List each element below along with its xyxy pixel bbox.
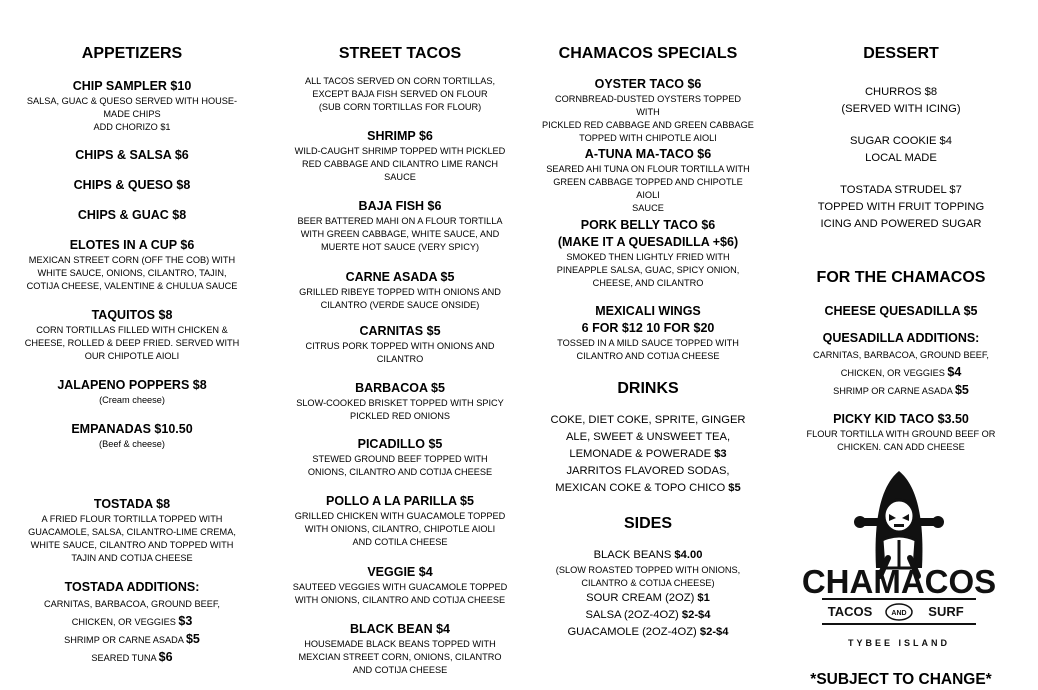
tostada-item [12,496,252,565]
item-desc: SLOW-COOKED BRISKET TOPPED WITH SPICY [296,398,504,408]
dessert-line: (SERVED WITH ICING) [841,103,961,115]
item-desc: CORNBREAD-DUSTED OYSTERS TOPPED WITH [555,94,741,117]
item-name: OYSTER TACO $6 [594,77,702,91]
item-desc: SAUCE [384,172,416,182]
item-desc: STEWED GROUND BEEF TOPPED WITH [312,454,488,464]
dessert-line: TOPPED WITH FRUIT TOPPING [817,201,985,213]
oyster-taco-item [542,76,754,145]
side-line [542,590,754,607]
item-desc: WILD-CAUGHT SHRIMP TOPPED WITH PICKLED [294,146,506,156]
drinks-line: COKE, DIET COKE, SPRITE, GINGER [550,414,746,426]
item-name: TOSTADA $8 [93,497,171,511]
dessert-line: CHURROS $8 [864,86,938,98]
item-desc: CILANTRO [376,354,424,364]
intro-line: ALL TACOS SERVED ON CORN TORTILLAS, [304,76,496,86]
subject-to-change-note: *SUBJECT TO CHANGE* [810,671,992,688]
elotes-item [12,237,252,293]
side-line [542,624,754,641]
dessert-heading: DESSERT [863,45,939,62]
item-desc: WITH ONIONS, CILANTRO, CHIPOTLE AIOLI [304,524,496,534]
side-text: BLACK BEANS [593,549,672,561]
intro-line: (SUB CORN TORTILLAS FOR FLOUR) [318,102,482,112]
chip-sampler-item [12,78,252,134]
sides-list [542,547,754,641]
item-desc: (Cream cheese) [99,395,165,405]
barbacoa-item [282,380,518,423]
drinks-line [542,480,754,497]
additions-heading: QUESADILLA ADDITIONS: [822,331,980,345]
drinks-line [542,446,754,463]
additions-line [806,382,996,400]
item-name: JALAPENO POPPERS $8 [57,378,207,392]
drinks-heading: DRINKS [617,380,679,397]
item-desc: WHITE SAUCE, ONIONS, CILANTRO, TAJIN, [37,268,227,278]
item-desc: CHEESE, AND CILANTRO [592,278,704,288]
item-desc: CHICKEN. CAN ADD CHEESE [837,442,965,452]
item-desc: PICKLED RED CABBAGE AND GREEN CABBAGE [542,120,754,130]
tostada-strudel-item [806,182,996,233]
picadillo-item [282,436,518,479]
item-desc: SALSA, GUAC & QUESO SERVED WITH HOUSE- [26,96,238,106]
additions-line [12,631,252,649]
additions-text: SHRIMP OR CARNE ASADA [833,386,953,396]
item-desc: SAUCE [632,203,664,213]
side-price: $2-$4 [681,609,711,621]
drinks-list [542,412,754,497]
item-desc: MADE CHIPS [103,109,161,119]
additions-price: $4 [947,365,962,379]
item-name: TAQUITOS $8 [91,308,173,322]
sugar-cookie-item [806,133,996,167]
drinks-text: MEXICAN COKE & TOPO CHICO [555,482,726,494]
mexicali-wings-item [542,303,754,363]
item-desc: SEARED AHI TUNA ON FLOUR TORTILLA WITH [546,164,750,174]
churros-item [806,84,996,118]
item-name: PICKY KID TACO $3.50 [833,412,969,426]
item-desc: PICKLED RED ONIONS [349,411,451,421]
side-line [542,607,754,624]
item-desc: WHITE SAUCE, CILANTRO AND TOPPED WITH [30,540,234,550]
item-desc: A FRIED FLOUR TORTILLA TOPPED WITH [41,514,223,524]
dessert-line: SUGAR COOKIE $4 [850,135,952,147]
carne-asada-item [282,269,518,312]
side-desc: CILANTRO & COTIJA CHEESE) [581,578,715,588]
item-name: CHEESE QUESADILLA $5 [824,304,978,318]
item-desc: SAUTEED VEGGIES WITH GUACAMOLE TOPPED [292,582,508,592]
additions-price: $6 [158,650,173,664]
item-name: SHRIMP $6 [367,129,433,143]
item-name: MEXICALI WINGS [595,304,701,318]
chips-queso-item [12,177,252,194]
item-name: BLACK BEAN $4 [349,622,450,636]
item-name: CHIPS & SALSA $6 [75,148,189,162]
item-desc: OUR CHIPOTLE AIOLI [84,351,180,361]
drinks-text: LEMONADE & POWERADE [569,448,712,460]
dessert-line: LOCAL MADE [865,152,937,164]
chamacos-logo [801,468,997,652]
additions-line: CARNITAS, BARBACOA, GROUND BEEF, [44,599,220,609]
drinks-line: JARRITOS FLAVORED SODAS, [566,465,730,477]
empanadas-item [12,421,252,451]
logo-wordmark: CHAMACOS [801,563,997,600]
item-name: CHIPS & GUAC $8 [77,208,187,222]
item-name: CARNITAS $5 [359,324,441,338]
item-name: CARNE ASADA $5 [345,270,455,284]
picky-kid-item [806,411,996,454]
item-desc: WITH GREEN CABBAGE, WHITE SAUCE, AND [300,229,500,239]
intro-line: EXCEPT BAJA FISH SERVED ON FLOUR [312,89,488,99]
item-desc: GRILLED RIBEYE TOPPED WITH ONIONS AND [299,287,501,297]
item-desc: FLOUR TORTILLA WITH GROUND BEEF OR [806,429,996,439]
side-line [542,547,754,564]
black-bean-taco-item [282,621,518,677]
item-name: EMPANADAS $10.50 [71,422,193,436]
item-name-option: 6 FOR $12 10 FOR $20 [581,321,715,335]
item-name: CHIP SAMPLER $10 [72,79,192,93]
logo-place: TYBEE ISLAND [847,638,951,648]
specials-heading: CHAMACOS SPECIALS [558,45,738,62]
item-name: POLLO A LA PARILLA $5 [326,494,474,508]
item-name: ELOTES IN A CUP $6 [69,238,195,252]
cheese-quesadilla-item [806,303,996,320]
logo-and: AND [891,610,907,617]
item-name: PORK BELLY TACO $6 [580,218,716,232]
side-text: SALSA (2OZ-4OZ) [585,609,679,621]
item-desc: ONIONS, CILANTRO AND COTIJA CHEESE [307,467,493,477]
baja-fish-item [282,198,518,254]
dessert-line: TOSTADA STRUDEL $7 [840,184,962,196]
item-desc: PINEAPPLE SALSA, GUAC, SPICY ONION, [556,265,740,275]
item-name: A-TUNA MA-TACO $6 [584,147,712,161]
street-tacos-heading: STREET TACOS [338,45,462,62]
logo-surf: SURF [928,604,964,619]
item-desc: MEXICAN STREET CORN (OFF THE COB) WITH [28,255,236,265]
side-price: $1 [697,592,710,604]
drinks-price: $3 [714,448,727,460]
item-desc: MUERTE HOT SAUCE (VERY SPICY) [320,242,480,252]
additions-text: CHICKEN, OR VEGGIES [71,617,176,627]
item-name: BAJA FISH $6 [358,199,442,213]
appetizers-heading: APPETIZERS [81,45,183,62]
item-desc: GRILLED CHICKEN WITH GUACAMOLE TOPPED [294,511,506,521]
side-text: SOUR CREAM (2OZ) [586,592,695,604]
veggie-item [282,564,518,607]
item-desc: TOPPED WITH CHIPOTLE AIOLI [579,133,717,143]
item-desc: GREEN CABBAGE TOPPED AND CHIPOTLE AIOLI [553,177,743,200]
item-name-option: (MAKE IT A QUESADILLA +$6) [557,235,739,249]
item-desc: WITH ONIONS, CILANTRO AND COTIJA CHEESE [294,595,506,605]
drinks-line: ALE, SWEET & UNSWEET TEA, [565,431,731,443]
pollo-item [282,493,518,549]
item-desc: ADD CHORIZO $1 [93,122,171,132]
item-desc: CITRUS PORK TOPPED WITH ONIONS AND [305,341,495,351]
item-desc: CHEESE, ROLLED & DEEP FRIED. SERVED WITH [24,338,240,348]
additions-line [806,364,996,382]
item-desc: BEER BATTERED MAHI ON A FLOUR TORTILLA [297,216,503,226]
item-name: CHIPS & QUESO $8 [73,178,191,192]
item-desc: SMOKED THEN LIGHTLY FRIED WITH [566,252,730,262]
carnitas-item [282,323,518,366]
kids-heading: FOR THE CHAMACOS [816,269,986,286]
tostada-additions [12,579,252,667]
additions-text: SEARED TUNA [91,653,157,663]
item-desc: CILANTRO AND COTIJA CHEESE [576,351,720,361]
chips-salsa-item [12,147,252,164]
additions-text: CHICKEN, OR VEGGIES [840,368,945,378]
logo-tacos: TACOS [827,604,873,619]
sides-heading: SIDES [623,515,672,532]
item-desc: AND COTIJA CHEESE [352,665,448,675]
item-desc: RED CABBAGE AND CILANTRO LIME RANCH [301,159,499,169]
item-desc: TOSSED IN A MILD SAUCE TOPPED WITH [557,338,739,348]
item-desc: MEXCIAN STREET CORN, ONIONS, CILANTRO [298,652,502,662]
item-desc: (Beef & cheese) [99,439,165,449]
additions-line: CARNITAS, BARBACOA, GROUND BEEF, [813,350,989,360]
item-name: PICADILLO $5 [357,437,443,451]
taquitos-item [12,307,252,363]
side-price: $2-$4 [699,626,729,638]
side-text: GUACAMOLE (2OZ-4OZ) [567,626,697,638]
shrimp-taco-item [282,128,518,184]
pork-belly-item [542,217,754,290]
quesadilla-additions [806,330,996,400]
side-desc: (SLOW ROASTED TOPPED WITH ONIONS, [555,565,741,575]
chips-guac-item [12,207,252,224]
tacos-intro [282,75,518,114]
item-desc: GUACAMOLE, SALSA, CILANTRO-LIME CREMA, [28,527,236,537]
item-name: BARBACOA $5 [355,381,445,395]
item-desc: HOUSEMADE BLACK BEANS TOPPED WITH [304,639,496,649]
item-name: VEGGIE $4 [367,565,433,579]
item-desc: CORN TORTILLAS FILLED WITH CHICKEN & [36,325,228,335]
item-desc: AND COTILA CHEESE [352,537,448,547]
additions-price: $3 [178,614,193,628]
drinks-price: $5 [728,482,741,494]
additions-text: SHRIMP OR CARNE ASADA [64,635,184,645]
additions-line [12,613,252,631]
additions-heading: TOSTADA ADDITIONS: [64,580,200,594]
dessert-line: ICING AND POWERED SUGAR [820,218,982,230]
additions-price: $5 [185,632,200,646]
item-desc: COTIJA CHEESE, VALENTINE & CHULUA SAUCE [26,281,238,291]
jalapeno-poppers-item [12,377,252,407]
additions-price: $5 [954,383,969,397]
atuna-taco-item [542,146,754,215]
item-desc: CILANTRO (VERDE SAUCE ONSIDE) [320,300,480,310]
item-desc: TAJIN AND COTIJA CHEESE [71,553,193,563]
side-price: $4.00 [674,549,703,561]
additions-line [12,649,252,667]
